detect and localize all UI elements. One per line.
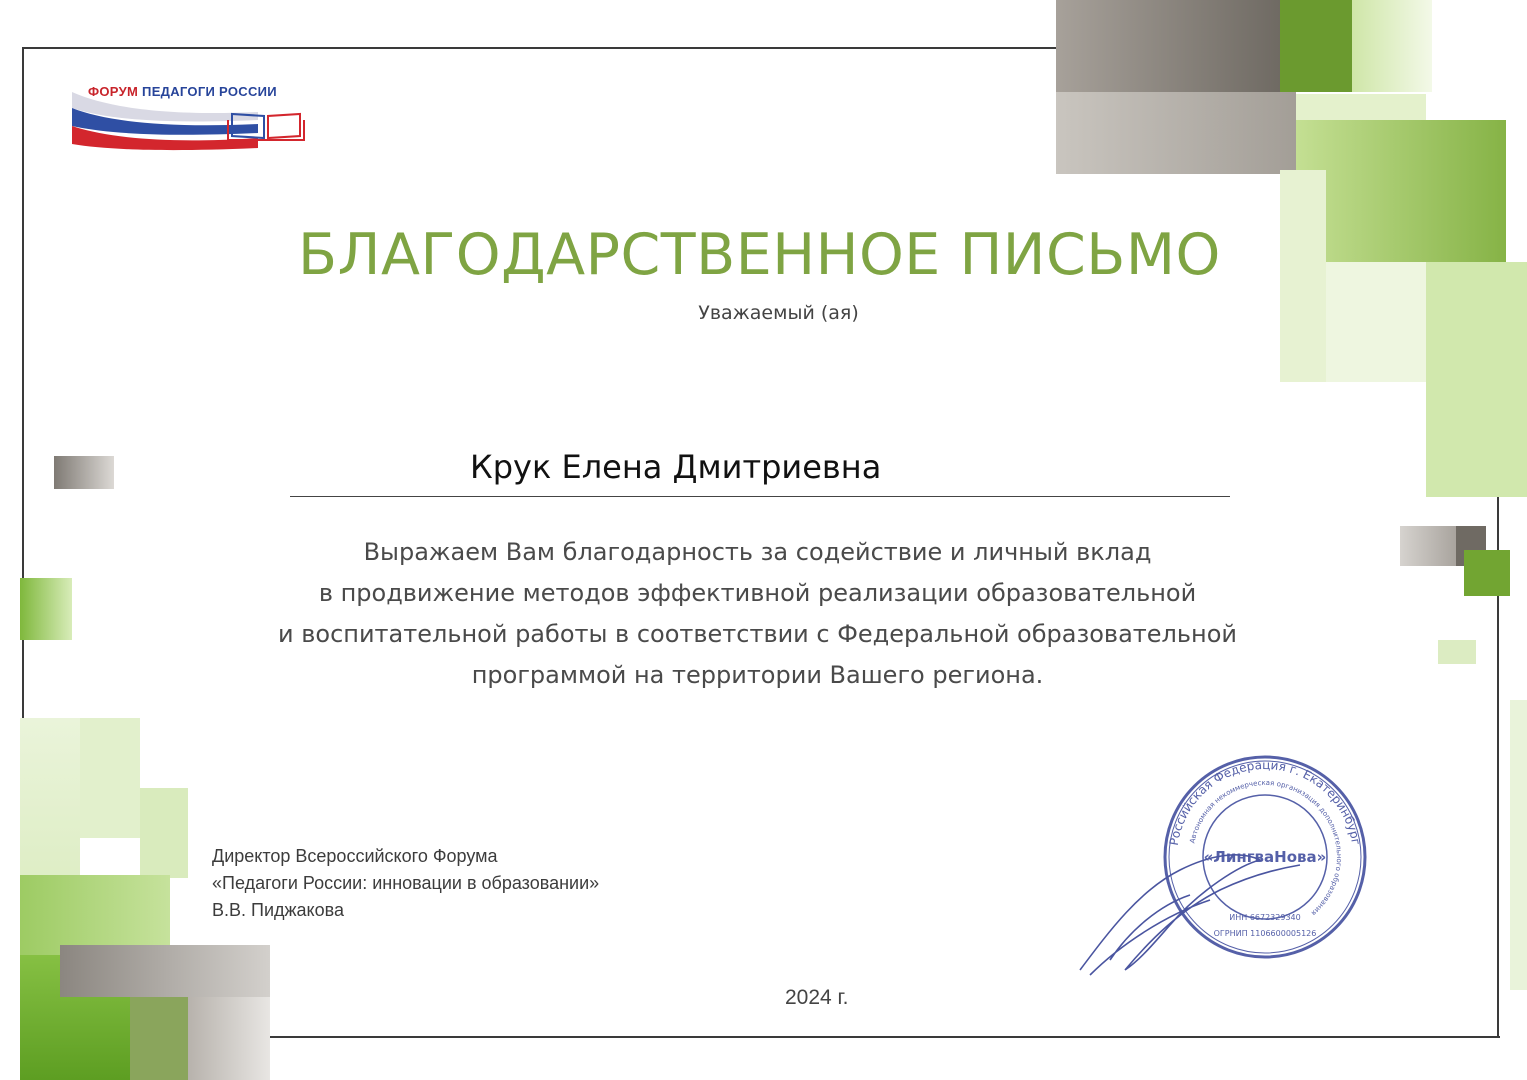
signer-name: В.В. Пиджакова	[212, 900, 345, 920]
recipient-name: Крук Елена Дмитриевна	[470, 448, 882, 486]
decor-block	[60, 945, 270, 997]
gratitude-text	[180, 532, 1335, 696]
signer-organization: «Педагоги России: инновации в образовании»	[212, 873, 600, 893]
greeting-text: Уважаемый (ая)	[698, 302, 859, 324]
decor-block	[1296, 120, 1506, 262]
decor-block	[1056, 0, 1280, 92]
name-underline	[290, 496, 1230, 497]
logo-word-teachers: ПЕДАГОГИ РОССИИ	[142, 84, 277, 99]
signer-position: Директор Всероссийского Форума	[212, 846, 498, 866]
decor-block	[1400, 526, 1456, 566]
body-line: Выражаем Вам благодарность за содействие и личный вклад	[363, 538, 1152, 566]
seal-inn: ИНН 6672329340	[1229, 913, 1301, 922]
body-line: в продвижение методов эффективной реализации образовательной	[318, 579, 1197, 607]
decor-block	[1426, 262, 1527, 497]
decor-block	[188, 997, 270, 1080]
signer-block	[212, 843, 599, 924]
decor-block	[1280, 0, 1352, 92]
decor-block	[20, 578, 72, 640]
decor-block	[80, 718, 140, 838]
body-line: и воспитательной работы в соответствии с Федеральной образовательной	[278, 620, 1237, 648]
decor-block	[1280, 170, 1326, 382]
decor-block	[1438, 640, 1476, 664]
body-line: программой на территории Вашего региона.	[471, 661, 1044, 689]
logo-word-forum: ФОРУМ	[88, 84, 139, 99]
decor-block	[54, 456, 114, 489]
decor-block	[20, 875, 170, 955]
signature-icon	[1070, 820, 1320, 980]
document-year: 2024 г.	[785, 986, 849, 1009]
seal-center-text: «ЛингваНова»	[1203, 848, 1327, 866]
seal-outer-text: Российская Федерация г. Екатеринбург	[1166, 757, 1364, 847]
decor-block	[140, 788, 188, 878]
decor-block	[1056, 92, 1296, 174]
decor-block	[1352, 0, 1432, 92]
decor-block	[1464, 550, 1510, 596]
seal-ogrn: ОГРНИП 1106600005126	[1213, 929, 1317, 938]
open-book-icon	[226, 104, 306, 144]
decor-block	[1510, 700, 1527, 990]
page-title: БЛАГОДАРСТВЕННОЕ ПИСЬМО	[298, 222, 1221, 288]
seal-inner-text: Автономная некоммерческая организация дополнительного образования	[1188, 778, 1344, 917]
